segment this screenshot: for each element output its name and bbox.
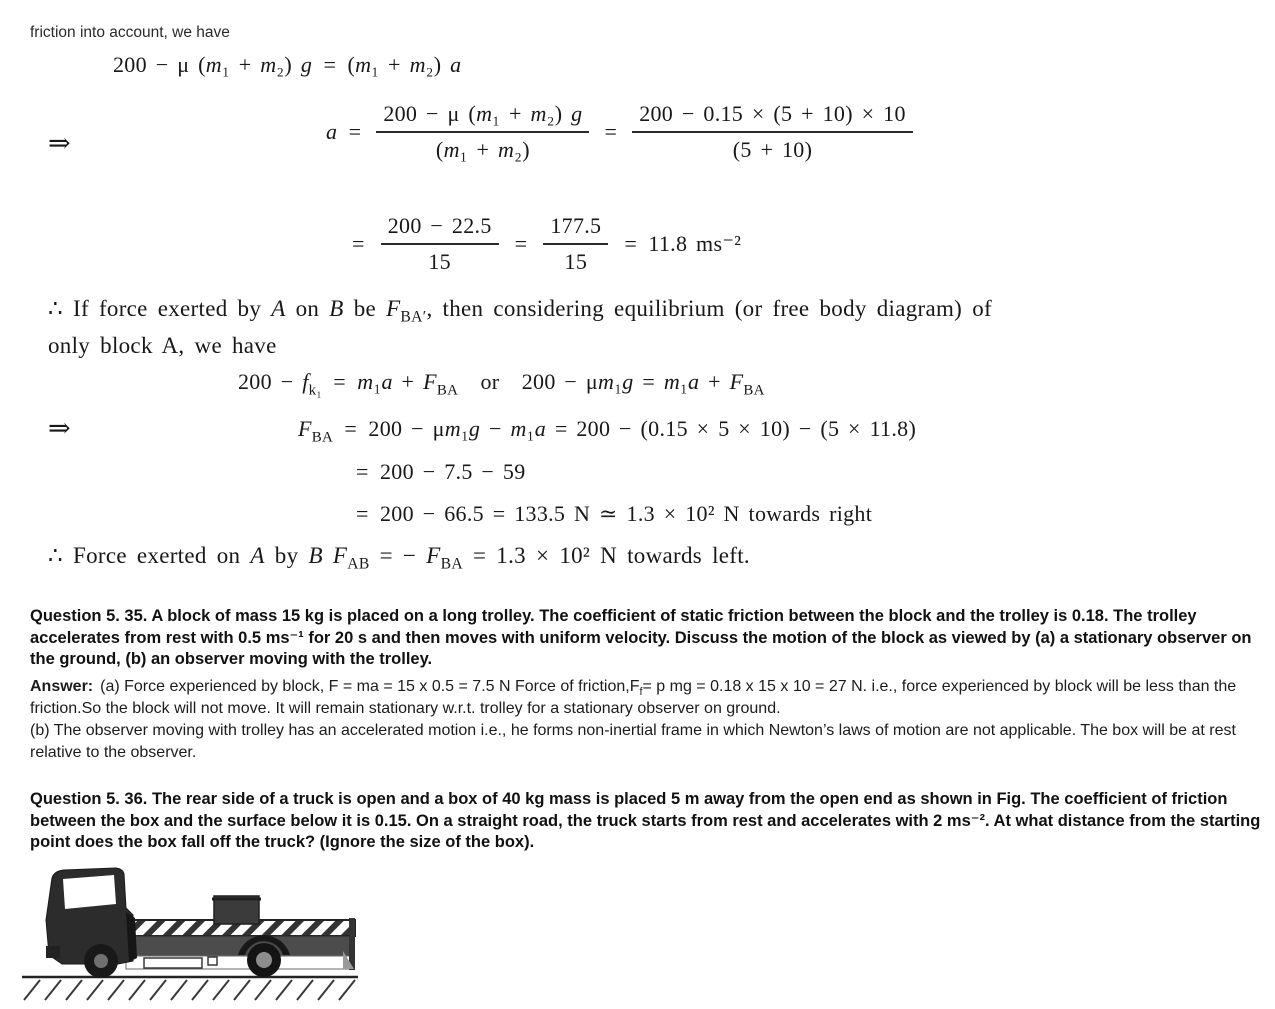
implies-arrow-2: ⇒	[48, 413, 71, 443]
fraction-denominator: (m₁ + m₂)	[435, 136, 530, 162]
fraction-numeric	[632, 100, 913, 163]
fraction-numerator: 200 − 22.5	[381, 212, 499, 245]
fraction-intermediate	[381, 212, 499, 275]
question-5-35-text: Question 5. 35. A block of mass 15 kg is placed on a long trolley. The coefficient of static friction between the block and the trolley is 0.18. The trolley accelerates from rest with 0.5 ms⁻¹ for 20 s and then moves with uniform velocity. Discuss the motion of the block as viewed by (a) a stationary observer on the ground, (b) an observer moving with the trolley.	[30, 607, 1252, 669]
ground-line	[22, 977, 358, 1000]
truck-illustration-svg	[22, 858, 367, 1006]
front-wheel	[84, 944, 118, 978]
equation-acceleration-row	[326, 100, 913, 163]
box-on-bed	[212, 896, 261, 924]
equation-step5: = 200 − 7.5 − 59	[356, 459, 526, 484]
fraction-denominator: 15	[564, 248, 588, 274]
fraction-final	[543, 212, 608, 275]
answer-part-a	[30, 676, 1263, 720]
fraction-numerator: 200 − 0.15 × (5 + 10) × 10	[632, 100, 913, 133]
truck-figure	[22, 858, 367, 1006]
acceleration-lhs: a =	[326, 118, 362, 144]
intro-text: friction into account, we have	[30, 24, 230, 41]
truck-bed	[118, 918, 355, 970]
equation-friction-line: $200 - f_{k_1}$ = $m_1a + F_{BA}$ or $200 - \mu m_1g = m_1a + F_{BA}$	[238, 369, 765, 399]
conclusion-line: ∴ Force exerted on A by B $F_{AB}$ = − $F_{BA} = 1.3 \times 10^2$ N towards left.	[48, 543, 750, 573]
equals-sign: =	[352, 230, 365, 256]
equation-step6: = 200 − 66.5 = 133.5 N ≃ 1.3 × 10² N towards right	[356, 501, 873, 526]
equals-sign: =	[604, 118, 618, 144]
answer-label: Answer:	[30, 678, 94, 695]
equals-sign: =	[514, 230, 528, 256]
equation-main: 200 − μ (m₁ + m₂) g = (m₁ + m₂) a	[113, 52, 462, 77]
force-explanation-paragraph: ∴ If force exerted by A on B be $F_{BA'}$, then considering equilibrium (or free body diagram) of only block A, we have	[48, 296, 992, 358]
answer-5-35	[30, 676, 1263, 764]
implies-arrow-1: ⇒	[48, 128, 71, 158]
fraction-numerator: 200 − μ (m₁ + m₂) g	[376, 100, 589, 133]
answer-part-b: (b) The observer moving with trolley has an accelerated motion i.e., he forms non-inertial frame in which Newton’s laws of motion are not applicable. The box will be at rest relative to the observer.	[30, 722, 1236, 761]
fraction-denominator: (5 + 10)	[732, 136, 813, 162]
fraction-numerator: 177.5	[543, 212, 608, 245]
question-5-36-text: Question 5. 36. The rear side of a truck is open and a box of 40 kg mass is placed 5 m away from the open end as shown in Fig. The coefficient of friction between the box and the surface below it is 0.15. On a straight road, the truck starts from rest and accelerates with 2 ms⁻². At what distance from the starting point does the box fall off the truck? (Ignore the size of the box).	[30, 790, 1261, 852]
fraction-denominator: 15	[428, 248, 451, 274]
acceleration-value: = 11.8 ms⁻²	[624, 230, 742, 256]
fraction-symbolic	[376, 100, 589, 163]
equation-fba-line: $F_{BA}$ = 200 − μm₁g − m₁a = 200 − (0.15 × 5 × 10) − (5 × 11.8)	[298, 416, 917, 446]
answer-a-text: (a) Force experienced by block, F = ma = 15 x 0.5 = 7.5 N Force of $friction,F_f= p$ mg = 0.18 x 15 x 10 = 27 N. i.e., force experienced by block will be less than the friction.So the block will not move. It will remain stationary w.r.t. trolley for a stationary observer on ground.	[30, 678, 1237, 717]
equation-result-row	[352, 212, 741, 275]
